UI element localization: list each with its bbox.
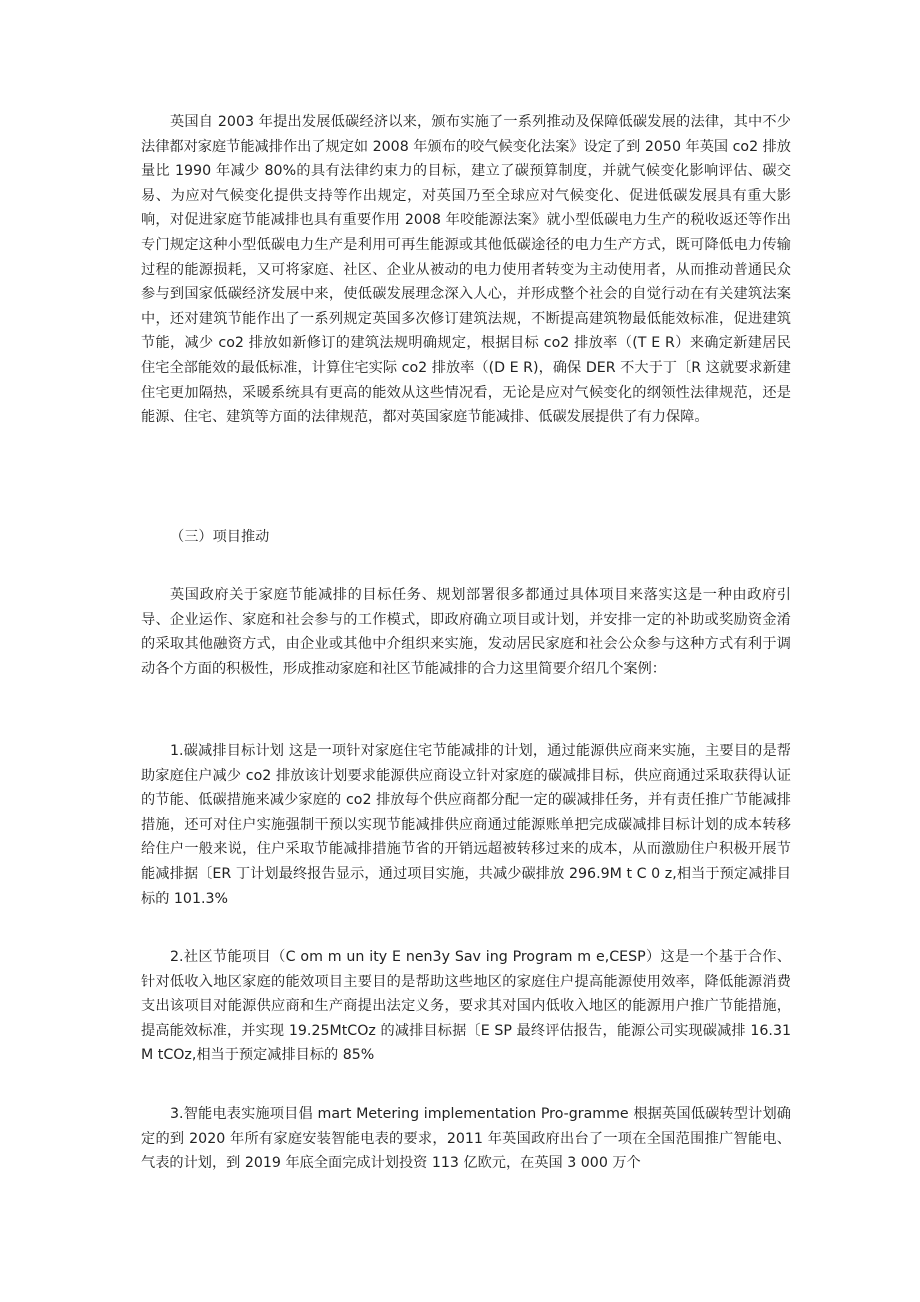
paragraph-carbon-target-plan: 1.碳减排目标计划 这是一项针对家庭住宅节能减排的计划，通过能源供应商来实施，主要目的是帮助家庭住户减少 co2 排放该计划要求能源供应商设立针对家庭的碳减排目标，供应商通过采取获得认证的节能、低碳措施来减少家庭的 co2 排放每个供应商都分配一定的碳减排任务，并有责任推广节能减排措施，还可对住户实施强制干预以实现节能减排供应商通过能源账单把完成碳减排目标计划的成本转移给住户一般来说，住户采取节能减排措施节省的开销远超被转移过来的成本，从而激励住户积极开展节能减排据〔ER 丁计划最终报告显示，通过项目实施，共减少碳排放 296.9M t C 0 z,相当于预定减排目标的 101.3% — [141, 743, 791, 907]
paragraph-project-model: 英国政府关于家庭节能减排的目标任务、规划部署很多都通过具体项目来落实这是一种由政府引导、企业运作、家庭和社会参与的工作模式，即政府确立项目或计划，并安排一定的补助或奖励资金淆的采取其他融资方式，由企业或其他中介组织来实施，发动居民家庭和社会公众参与这种方式有利于调动各个方面的积极性，形成推动家庭和社区节能减排的合力这里简要介绍几个案例： — [141, 587, 791, 677]
paragraph-smart-metering: 3.智能电表实施项目倡 mart Metering implementation Pro-gramme 根据英国低碳转型计划确定的到 2020 年所有家庭安装智能电表的要求，2011 年英国政府出台了一项在全国范围推广智能电、气表的计划，到 2019 年底全面完成计划投资 113 亿欧元，在英国 3 000 万个 — [141, 1106, 791, 1172]
paragraph-legal-framework: 英国自 2003 年提出发展低碳经济以来，颁布实施了一系列推动及保障低碳发展的法律，其中不少法律都对家庭节能减排作出了规定如 2008 年颁布的咬气候变化法案》设定了到 2050 年英国 co2 排放量比 1990 年减少 80%的具有法律约束力的目标，建立了碳预算制度，并就气候变化影响评估、碳交易、为应对气候变化提供支持等作出规定，对英国乃至全球应对气候变化、促进低碳发展具有重大影响，对促进家庭节能减排也具有重要作用 2008 年咬能源法案》就小型低碳电力生产的税收返还等作出专门规定这种小型低碳电力生产是利用可再生能源或其他低碳途径的电力生产方式，既可降低电力传输过程的能源损耗，又可将家庭、社区、企业从被动的电力使用者转变为主动使用者，从而推动普通民众参与到国家低碳经济发展中来，使低碳发展理念深入人心，并形成整个社会的自觉行动在有关建筑法案中，还对建筑节能作出了一系列规定英国多次修订建筑法规，不断提高建筑物最低能效标准，促进建筑节能，减少 co2 排放如新修订的建筑法规明确规定，根据目标 co2 排放率（(T E R）来确定新建居民住宅全部能效的最低标准，计算住宅实际 co2 排放率（(D E R)，确保 DER 不大于丁〔R 这就要求新建住宅更加隔热，采暖系统具有更高的能效从这些情况看，无论是应对气候变化的纲领性法律规范，还是能源、住宅、建筑等方面的法律规范，都对英国家庭节能减排、低碳发展提供了有力保障。 — [141, 114, 791, 426]
section-heading-project-promotion: （三）项目推动 — [170, 529, 270, 545]
paragraph-community-energy-program: 2.社区节能项目（C om m un ity E nen3y Sav ing Program m e,CESP）这是一个基于合作、针对低收入地区家庭的能效项目主要目的是帮助这些地区的家庭住户提高能源使用效率，降低能源消费支出该项目对能源供应商和生产商提出法定义务，要求其对国内低收入地区的能源用户推广节能措施，提高能效标准，并实现 19.25MtCOz 的减排目标据〔E SP 最终评估报告，能源公司实现碳减排 16.31 M tCOz,相当于预定减排目标的 85% — [141, 949, 791, 1064]
